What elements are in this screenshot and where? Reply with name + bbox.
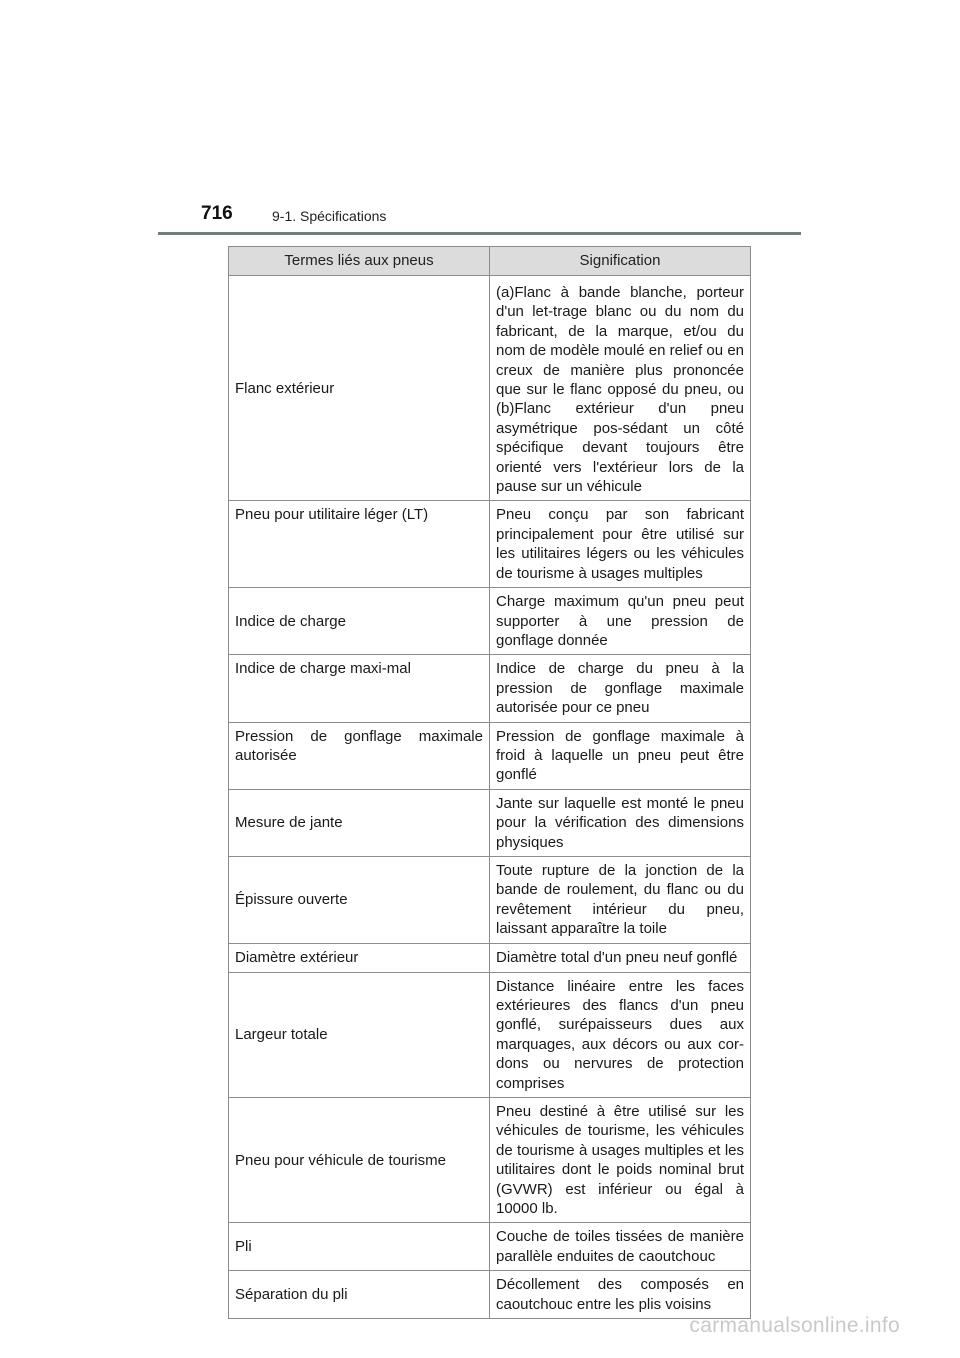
meaning-cell: (a)Flanc à bande blanche, porteur d'un let-trage blanc ou du nom du fabricant, de la marque, et/ou du nom de modèle moulé en relief ou en creux de manière plus prononcée que sur le flanc opposé du pneu, ou (b)Flanc extérieur d'un pneu asymétrique pos-sédant un côté spécifique devant toujours être orienté vers l'extérieur lors de la pause sur un véhicule xyxy=(490,276,751,501)
meaning-cell: Distance linéaire entre les faces extérieures des flancs d'un pneu gonflé, surépaisseurs dues aux marquages, aux décors ou aux cor-dons ou nervures de protection comprises xyxy=(490,972,751,1097)
term-cell: Pneu pour véhicule de tourisme xyxy=(229,1098,490,1223)
table-row xyxy=(229,1271,751,1319)
term-cell: Flanc extérieur xyxy=(229,276,490,501)
term-cell: Épissure ouverte xyxy=(229,856,490,943)
meaning-cell: Pression de gonflage maximale à froid à laquelle un pneu peut être gonflé xyxy=(490,722,751,789)
table-row xyxy=(229,1098,751,1223)
meaning-cell: Diamètre total d'un pneu neuf gonflé xyxy=(490,943,751,972)
meaning-cell: Charge maximum qu'un pneu peut supporter à une pression de gonflage donnée xyxy=(490,588,751,655)
tire-terms-table xyxy=(228,246,751,1319)
header-divider xyxy=(158,232,801,235)
column-header-meaning: Signification xyxy=(490,247,751,276)
term-cell: Largeur totale xyxy=(229,972,490,1097)
section-title: 9-1. Spécifications xyxy=(272,208,387,224)
meaning-cell: Pneu conçu par son fabricant principalement pour être utilisé sur les utilitaires légers ou les véhicules de tourisme à usages multiples xyxy=(490,501,751,588)
meaning-cell: Jante sur laquelle est monté le pneu pour la vérification des dimensions physiques xyxy=(490,789,751,856)
table-row xyxy=(229,972,751,1097)
table-row xyxy=(229,276,751,501)
term-cell: Pneu pour utilitaire léger (LT) xyxy=(229,501,490,588)
table-row xyxy=(229,655,751,722)
meaning-cell: Toute rupture de la jonction de la bande de roulement, du flanc ou du revêtement intérieur du pneu, laissant apparaître la toile xyxy=(490,856,751,943)
table-row xyxy=(229,789,751,856)
table-row xyxy=(229,588,751,655)
term-cell: Pli xyxy=(229,1223,490,1271)
page-number: 716 xyxy=(201,203,233,224)
table-row xyxy=(229,856,751,943)
table-row xyxy=(229,722,751,789)
term-cell: Diamètre extérieur xyxy=(229,943,490,972)
term-cell: Indice de charge maxi-mal xyxy=(229,655,490,722)
term-cell: Indice de charge xyxy=(229,588,490,655)
meaning-cell: Couche de toiles tissées de manière parallèle enduites de caoutchouc xyxy=(490,1223,751,1271)
column-header-term: Termes liés aux pneus xyxy=(229,247,490,276)
term-cell: Pression de gonflage maximale autorisée xyxy=(229,722,490,789)
term-cell: Mesure de jante xyxy=(229,789,490,856)
table-row xyxy=(229,1223,751,1271)
term-cell: Séparation du pli xyxy=(229,1271,490,1319)
meaning-cell: Pneu destiné à être utilisé sur les véhicules de tourisme, les véhicules de tourisme à usages multiples et les utilitaires dont le poids nominal brut (GVWR) est inférieur ou égal à 10000 lb. xyxy=(490,1098,751,1223)
watermark: carmanualsonline.info xyxy=(689,1314,900,1337)
meaning-cell: Décollement des composés en caoutchouc entre les plis voisins xyxy=(490,1271,751,1319)
meaning-cell: Indice de charge du pneu à la pression de gonflage maximale autorisée pour ce pneu xyxy=(490,655,751,722)
table-header-row xyxy=(229,247,751,276)
table-row xyxy=(229,501,751,588)
table-row xyxy=(229,943,751,972)
